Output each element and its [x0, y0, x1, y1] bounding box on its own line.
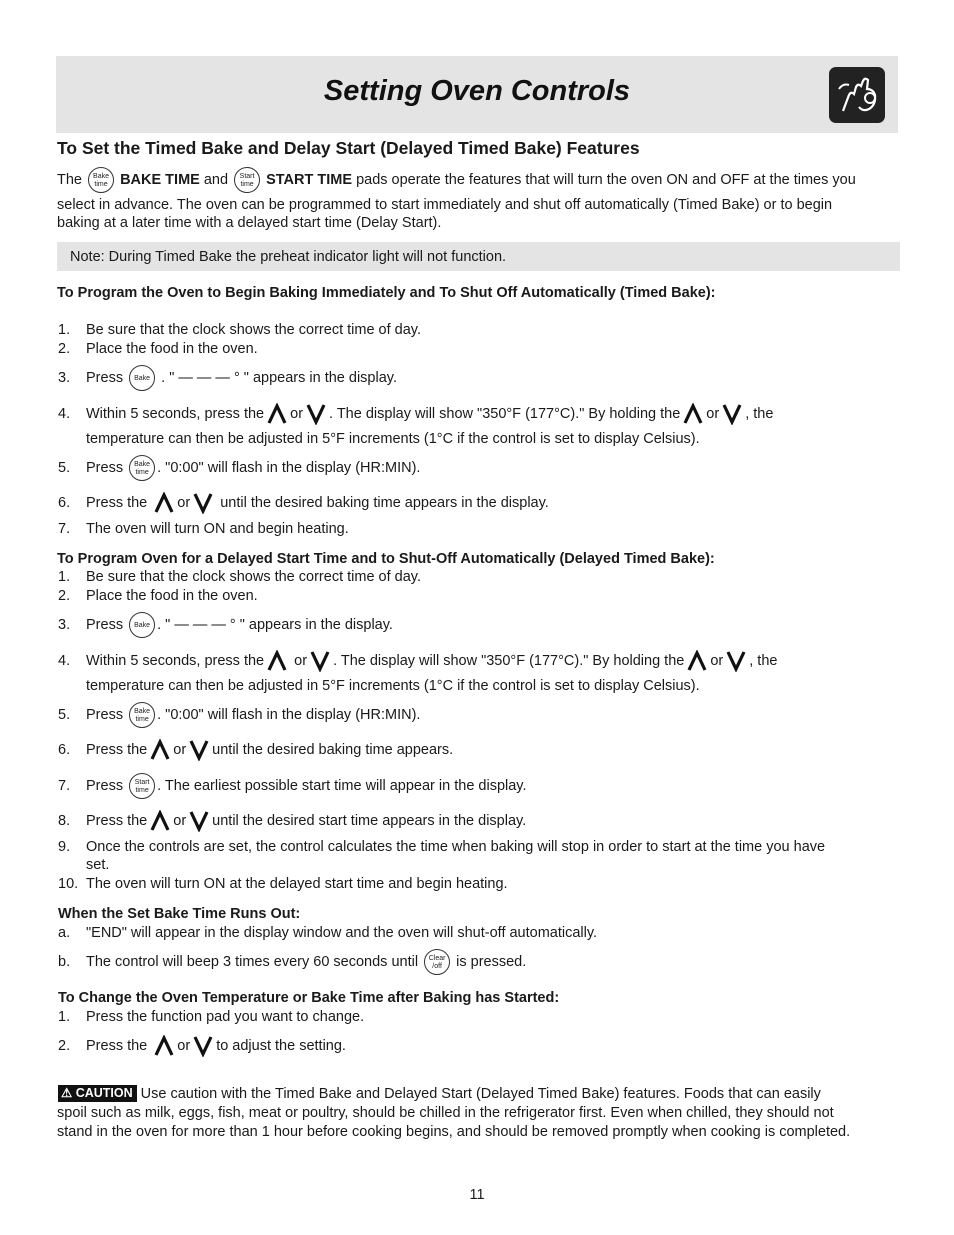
down-arrow-icon	[722, 403, 742, 425]
runs-out-heading: When the Set Bake Time Runs Out:	[58, 906, 301, 922]
up-arrow-icon	[683, 403, 703, 425]
list-item-continuation: set.	[86, 857, 110, 873]
start-time-label: START TIME	[266, 172, 353, 188]
delayed-heading: To Program Oven for a Delayed Start Time and to Shut-Off Automatically (Delayed Timed Bake):	[57, 551, 715, 567]
caution-line-3: stand in the oven for more than 1 hour before cooking begins, and should be removed promptly when cooking is completed.	[57, 1124, 851, 1140]
start-time-pad-icon: Start time	[234, 167, 260, 193]
down-arrow-icon	[189, 810, 209, 832]
caution-line-1: ⚠ CAUTION Use caution with the Timed Bake and Delayed Start (Delayed Timed Bake) features. Foods that can easily	[58, 1085, 821, 1103]
up-arrow-icon	[267, 403, 287, 425]
start-time-pad-icon: Start time	[129, 773, 155, 799]
bake-time-pad-icon: Bake time	[88, 167, 114, 193]
down-arrow-icon	[193, 1035, 213, 1057]
warning-icon: ⚠	[61, 1086, 73, 1100]
down-arrow-icon	[189, 739, 209, 761]
intro-line-3: baking at a later time with a delayed start time (Delay Start).	[57, 215, 442, 231]
caution-badge: ⚠ CAUTION	[58, 1085, 137, 1102]
down-arrow-icon	[193, 492, 213, 514]
intro-line-1	[57, 167, 856, 193]
section-title: To Set the Timed Bake and Delay Start (Delayed Timed Bake) Features	[57, 138, 640, 158]
page-header	[56, 56, 898, 133]
up-arrow-icon	[687, 650, 707, 672]
down-arrow-icon	[306, 403, 326, 425]
caution-line-2: spoil such as milk, eggs, fish, meat or poultry, should be chilled in the refrigerator first. Even when chilled, they should not	[57, 1105, 834, 1121]
clear-off-pad-icon: Clear /off	[424, 949, 450, 975]
up-arrow-icon	[267, 650, 287, 672]
list-item-continuation: temperature can then be adjusted in 5°F increments (1°C if the control is set to display Celsius).	[86, 431, 700, 447]
bake-pad-icon: Bake	[129, 365, 155, 391]
intro-text: The	[57, 172, 82, 188]
timed-bake-heading: To Program the Oven to Begin Baking Immediately and To Shut Off Automatically (Timed Bake):	[57, 285, 716, 301]
down-arrow-icon	[310, 650, 330, 672]
up-arrow-icon	[154, 492, 174, 514]
up-arrow-icon	[154, 1035, 174, 1057]
intro-text: pads operate the features that will turn the oven ON and OFF at the times you	[356, 172, 856, 188]
page-title: Setting Oven Controls	[323, 75, 631, 107]
up-arrow-icon	[150, 810, 170, 832]
down-arrow-icon	[726, 650, 746, 672]
bake-time-label: BAKE TIME	[120, 172, 200, 188]
intro-text: and	[203, 172, 229, 188]
change-heading: To Change the Oven Temperature or Bake Time after Baking has Started:	[58, 990, 560, 1006]
hand-pressing-pad-icon	[829, 67, 885, 123]
list-item-continuation: temperature can then be adjusted in 5°F increments (1°C if the control is set to display Celsius).	[86, 678, 700, 694]
intro-line-2: select in advance. The oven can be programmed to start immediately and shut off automatically (Timed Bake) or to begin	[57, 197, 833, 213]
bake-pad-icon: Bake	[129, 612, 155, 638]
page-number: 11	[469, 1187, 485, 1203]
up-arrow-icon	[150, 739, 170, 761]
bake-time-pad-icon: Bake time	[129, 702, 155, 728]
note-box	[57, 242, 900, 271]
bake-time-pad-icon: Bake time	[129, 455, 155, 481]
note-text: Note: During Timed Bake the preheat indicator light will not function.	[70, 249, 507, 265]
